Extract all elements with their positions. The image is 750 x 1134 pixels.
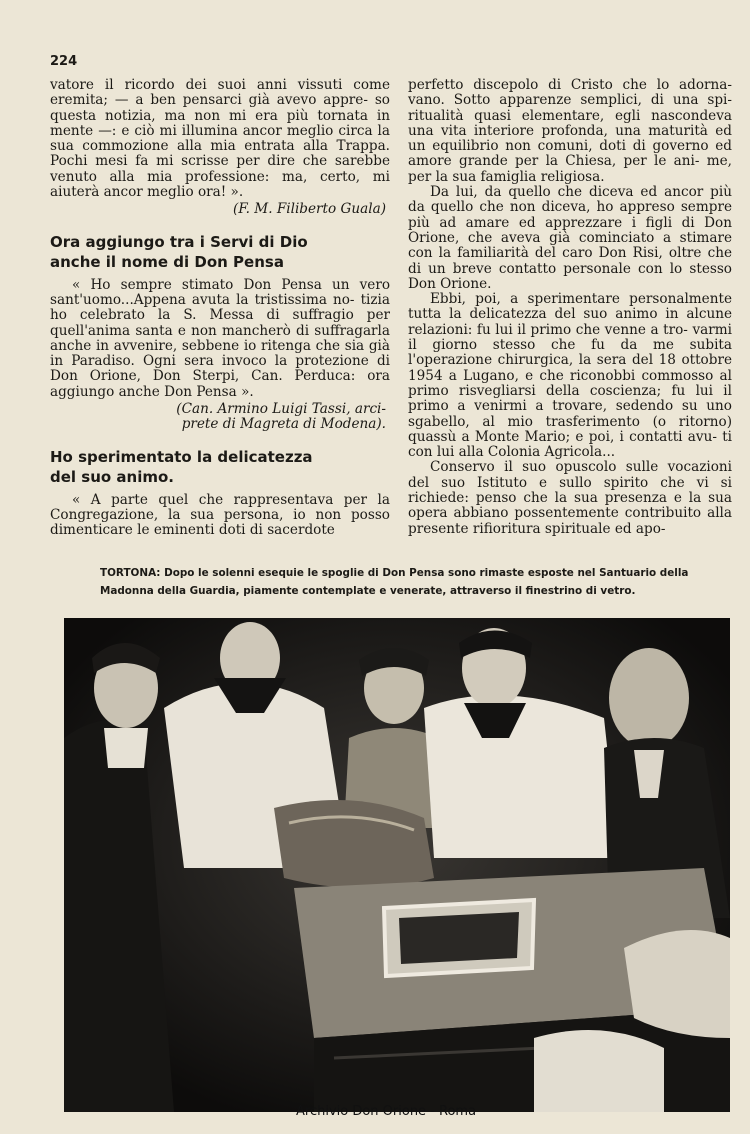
right-paragraph-1 xyxy=(408,78,732,185)
intro-paragraph xyxy=(50,78,390,200)
text-line: vano. Sotto apparenze semplici, di una spi- xyxy=(408,92,732,109)
text-line: dimenticare le eminenti doti di sacerdote xyxy=(50,522,335,539)
text-line: che di un breve contatto personale con lo xyxy=(408,245,732,277)
text-line: 1954 a Lugano, e che riconobbi commosso xyxy=(408,367,720,384)
right-paragraph-2 xyxy=(408,185,732,292)
text-line: in mente —: e ciò mi illumina ancor meglio xyxy=(50,107,390,139)
text-line: quassù a Monte Mario; e poi, i contatti avu- xyxy=(408,428,723,445)
surplice-figure-2 xyxy=(424,695,619,858)
text-line: tutta la delicatezza del suo animo in alcune xyxy=(408,306,732,323)
text-line: relazioni: fu lui il primo che venne a tro- xyxy=(408,321,693,338)
archive-watermark: Archivio Don Orione - Roma xyxy=(296,1104,477,1119)
text-line: Don Pensa ». xyxy=(164,383,254,400)
text-line: da quello che non diceva, ho appreso sempre xyxy=(408,199,732,216)
window-interior xyxy=(399,912,519,964)
text-line: eremita; — a ben pensarci già avevo appre- xyxy=(50,92,375,109)
text-line: Orione, che aveva già cominciato a stimare xyxy=(408,229,732,246)
text-line: una vita interiore profonda, una maturità xyxy=(408,122,716,139)
text-line: ritualità quasi elementare, egli nascondeva xyxy=(408,107,732,124)
section-2-paragraph xyxy=(50,493,390,539)
text-line: so questa notizia, ma non mi era più tornata xyxy=(50,92,390,124)
text-line: vatore il ricordo dei suoi anni vissuti come xyxy=(50,77,390,93)
embroidered-cloth xyxy=(274,800,434,888)
caption-place: TORTONA: xyxy=(100,567,161,579)
text-line: l'operazione chirurgica, la sera del 18 ottobre xyxy=(408,352,732,369)
text-line: più ad amare ed apprezzare i figli di Don xyxy=(408,214,732,231)
text-line: suffragarla anche in avvenire, sebbene io xyxy=(50,322,390,354)
text-line: tizia ho celebrato la S. Messa di suffragio xyxy=(50,291,390,324)
text-line: sgabello, al mio trasferimento (o ritorno) xyxy=(408,413,732,430)
section-heading-1 xyxy=(50,232,390,272)
signature-tassi xyxy=(50,402,386,433)
text-line: invoco la protezione di Don Orione, Don xyxy=(50,353,390,385)
text-line: « A parte quel che rappresentava per la xyxy=(72,491,390,508)
text-line: Da lui, da quello che diceva ed ancor più xyxy=(430,184,732,201)
text-line: circa la sua commozione alla mia entrata xyxy=(50,122,391,155)
heading-line: del suo animo. xyxy=(50,467,174,486)
text-line: me, per la sua famiglia religiosa. xyxy=(408,153,732,185)
section-heading-2 xyxy=(50,447,390,487)
signature-guala: (F. M. Filiberto Guala) xyxy=(233,201,386,218)
page-number: 224 xyxy=(50,54,78,69)
heading-line: Ho sperimentato la delicatezza xyxy=(50,447,313,466)
text-line: Conservo il suo opuscolo sulle vocazioni xyxy=(430,459,732,476)
text-line: alla presente rifioritura spirituale ed apo- xyxy=(408,505,732,537)
text-line: alla Trappa. Pochi mesi fa mi scrisse per xyxy=(50,138,390,170)
text-line: richiede: penso che la sua presenza e la xyxy=(408,490,709,507)
funeral-photograph xyxy=(64,618,730,1112)
text-line: ti con lui alla Colonia Agricola... xyxy=(408,428,732,461)
photo-illustration xyxy=(64,618,730,1112)
heading-line: anche il nome di Don Pensa xyxy=(50,252,284,271)
heading-line: Ora aggiungo tra i Servi di Dio xyxy=(50,232,308,251)
lower-right-light xyxy=(534,1030,664,1112)
text-line: Congregazione, la sua persona, io non posso xyxy=(50,506,390,523)
right-column xyxy=(408,78,732,537)
text-line: Ebbi, poi, a sperimentare personalmente xyxy=(430,291,732,308)
text-line: ma, certo, mi aiuterà ancor meglio ora! ». xyxy=(50,168,390,201)
text-line: il primo a venirmi a trovare, sedendo su uno xyxy=(408,382,732,415)
text-line: « Ho sempre stimato Don Pensa un vero xyxy=(72,276,390,293)
text-line: sua opera abbiano possentemente contribuito xyxy=(408,490,732,522)
text-line: del suo Istituto e sullo spirito che vi si xyxy=(408,474,732,491)
text-line: con la familiarità del caro Don Risi, oltre xyxy=(408,245,708,262)
text-line: al primo risvegliarsi della coscienza; fu lui xyxy=(408,367,732,399)
text-line: stesso Don Orione. xyxy=(408,260,732,292)
text-line: ed amore grande per la Chiesa, per le ani- xyxy=(408,138,732,170)
signature-line: (Can. Armino Luigi Tassi, arci- xyxy=(176,401,386,418)
signature-line: prete di Magreta di Modena). xyxy=(181,416,386,433)
text-line: Sterpi, Can. Perduca: ora aggiungo anche xyxy=(50,368,391,400)
text-line: dire che sarebbe venuto alla mia professione: xyxy=(50,153,390,185)
right-paragraph-4 xyxy=(408,460,732,536)
photo-caption xyxy=(100,564,725,600)
right-paragraph-3 xyxy=(408,292,732,460)
left-column xyxy=(50,78,390,539)
text-line: per quell'anima santa e non mancherò di xyxy=(50,307,390,339)
text-line: varmi il giorno stesso che fu da me subita xyxy=(408,321,732,354)
text-line: ritenga che sia già in Paradiso. Ogni sera xyxy=(50,337,390,370)
face-right-man xyxy=(609,648,689,748)
text-line: perfetto discepolo di Cristo che lo adorna- xyxy=(408,77,732,93)
caption-text: Dopo le solenni esequie le spoglie di Don Pensa sono rimaste esposte nel Santuario della Madonna della Guardia, piamente contemplate e venerate, attraverso il finestrino di vetro. xyxy=(100,567,689,597)
collar-left xyxy=(104,728,148,768)
text-line: sant'uomo...Appena avuta la tristissima no- xyxy=(50,291,361,308)
text-line: ed un equilibrio non comuni, doti di governo xyxy=(408,122,732,155)
section-1-paragraph xyxy=(50,278,390,400)
